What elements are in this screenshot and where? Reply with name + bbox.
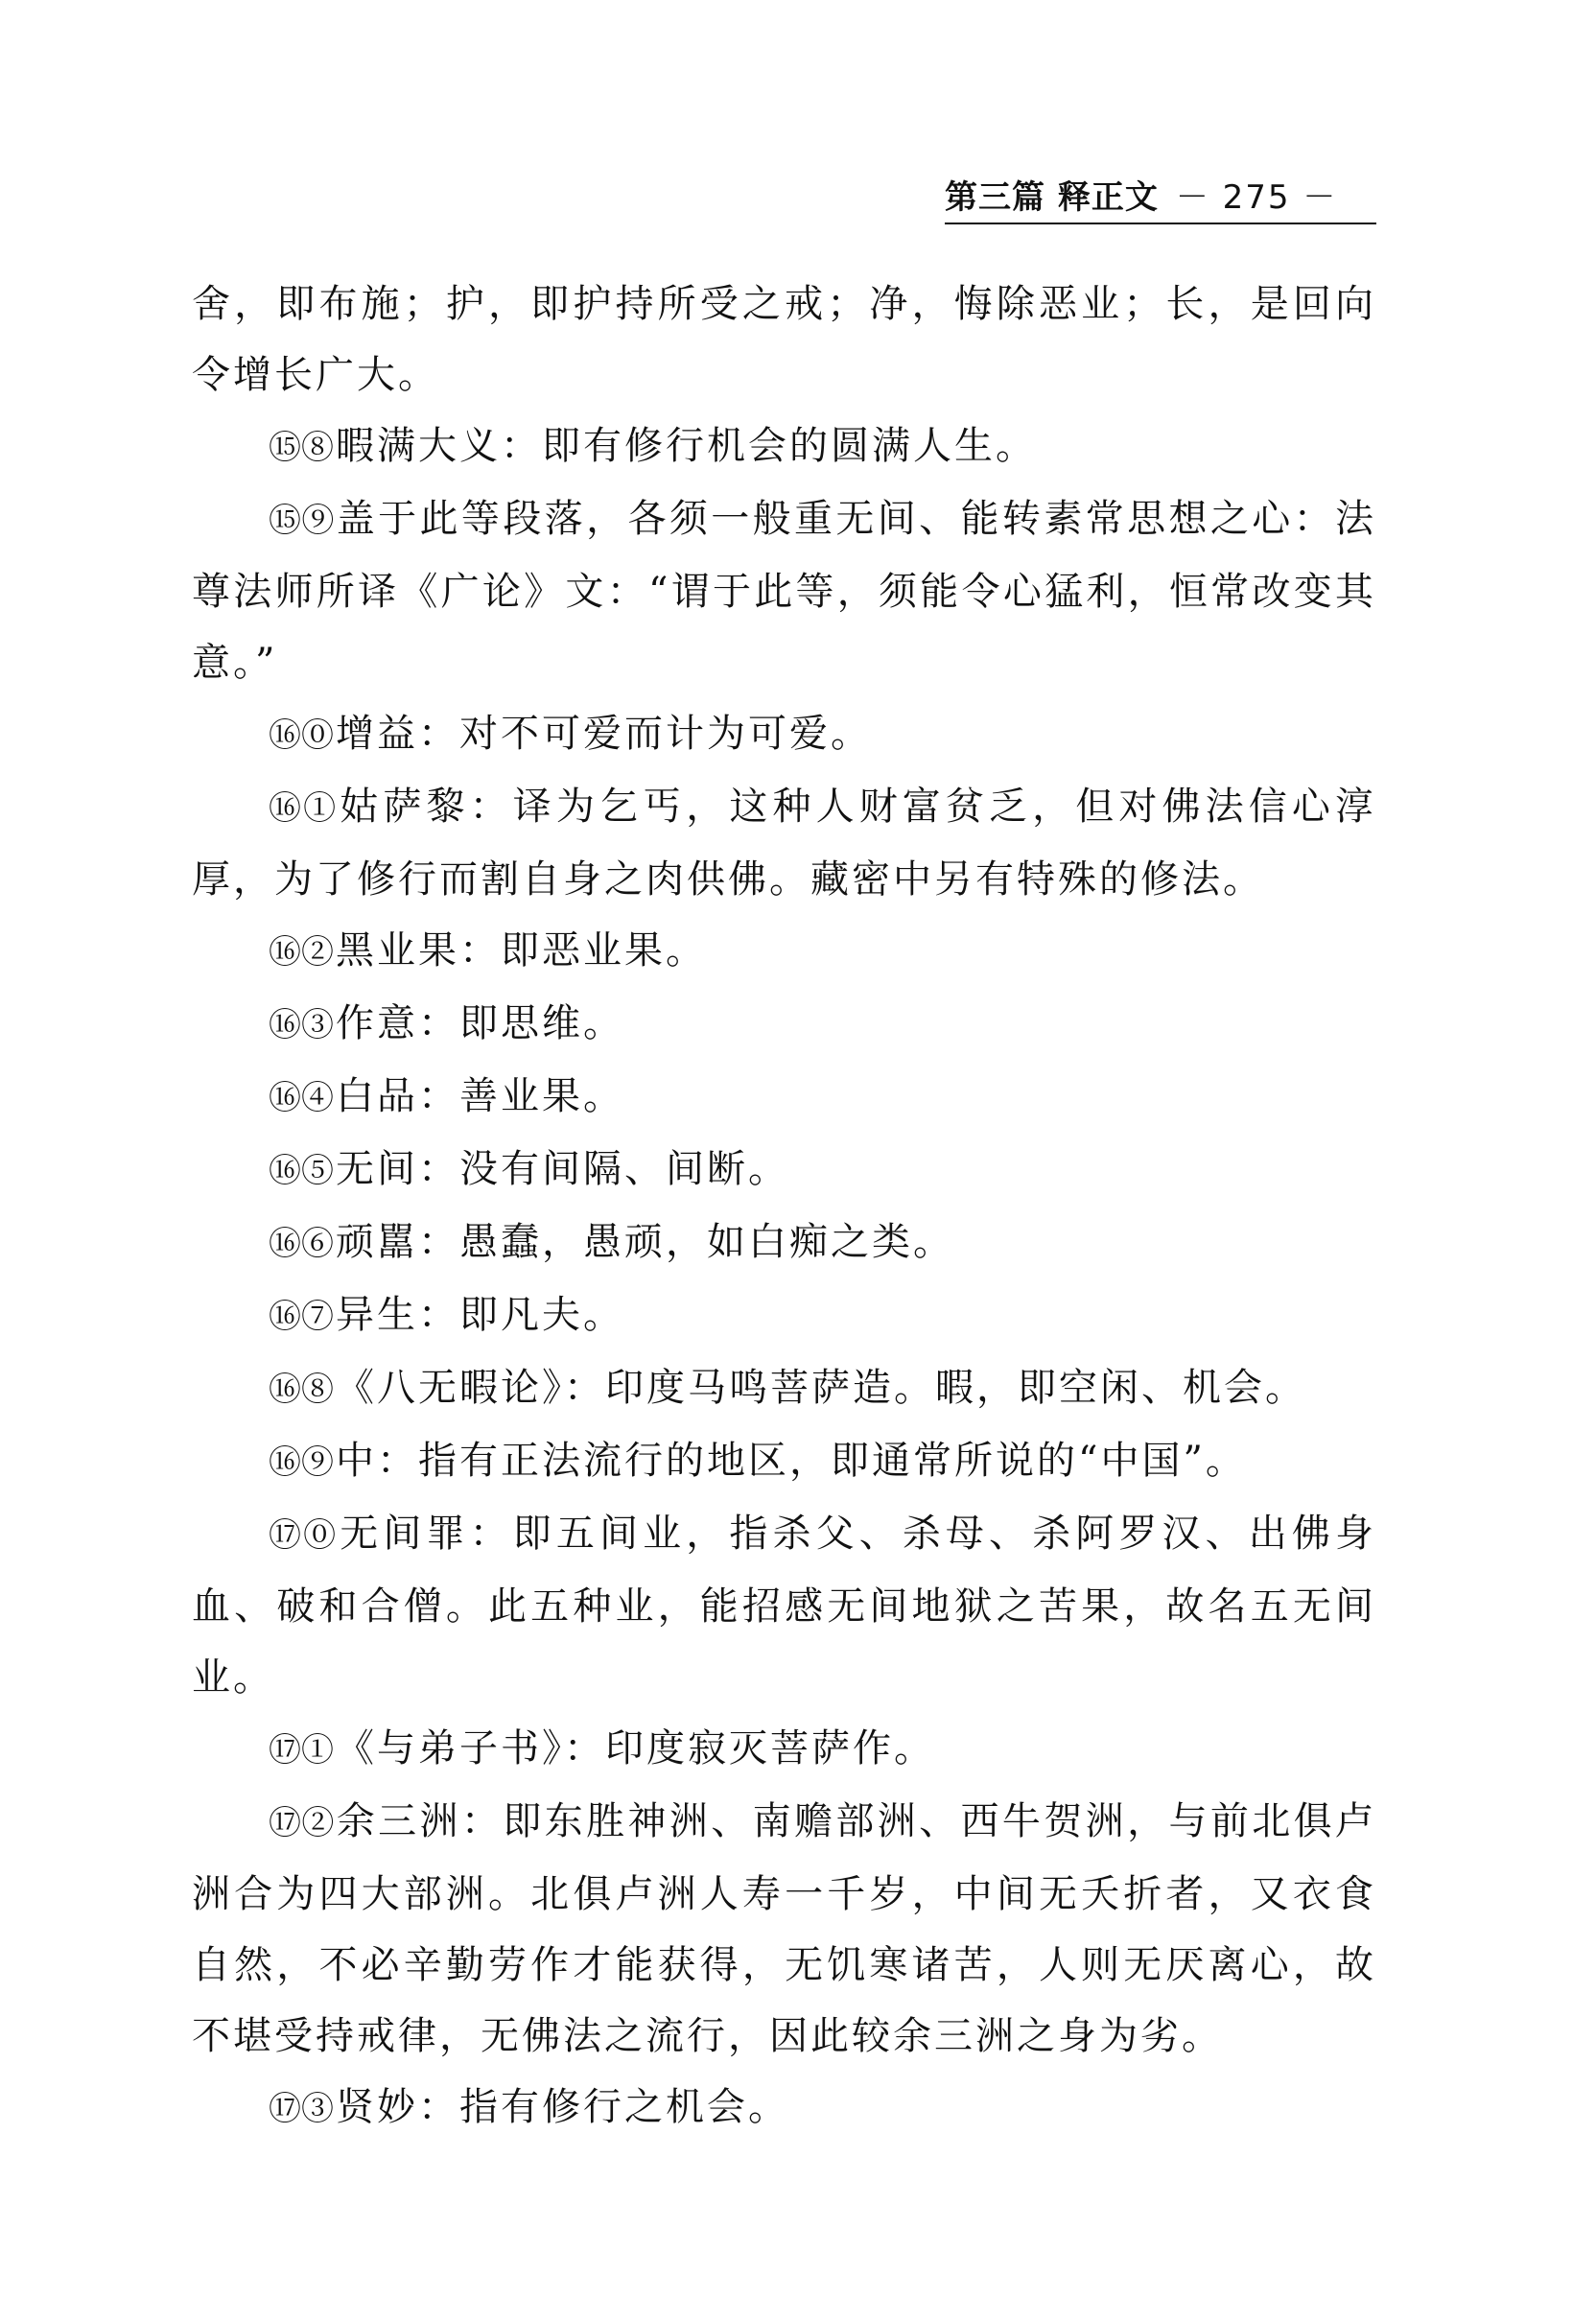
note-paragraph-continued (192, 269, 1376, 410)
note-text: 余三洲：即东胜神洲、南赡部洲、西牛贺洲，与前北俱卢洲合为四大部洲。北俱卢洲人寿一千岁，中间无夭折者，又衣食自然，不必辛勤劳作才能获得，无饥寒诸苦，人则无厌离心，故不堪受持戒律，无佛法之流行，因此较余三洲之身为劣。 (192, 1799, 1377, 2058)
note-171 (192, 1713, 1376, 1786)
note-text: 盖于此等段落，各须一般重无间、能转素常思想之心：法尊法师所译《广论》文：“谓于此等，须能令心猛利，恒常改变其意。” (192, 497, 1377, 685)
note-172 (192, 1786, 1376, 2072)
note-text: 增益：对不可爱而计为可爱。 (336, 712, 872, 756)
note-text: 无间：没有间隔、间断。 (336, 1147, 789, 1191)
note-number: ⑯⑧ (269, 1371, 334, 1409)
note-number: ⑰① (269, 1731, 334, 1770)
note-text: 暇满大义：即有修行机会的圆满人生。 (336, 424, 1037, 468)
note-number: ⑰② (269, 1804, 335, 1842)
note-text: 中：指有正法流行的地区，即通常所说的“中国”。 (336, 1439, 1247, 1483)
note-number: ⑯⑦ (269, 1298, 334, 1336)
note-167 (192, 1279, 1376, 1352)
note-166 (192, 1207, 1376, 1279)
note-number: ⑯③ (269, 1006, 334, 1044)
note-165 (192, 1134, 1376, 1207)
note-170 (192, 1498, 1376, 1713)
note-number: ⑯⑥ (269, 1225, 334, 1263)
note-number: ⑮⑧ (269, 429, 334, 467)
note-text: 黑业果：即恶业果。 (336, 928, 707, 973)
page-number: － 275 － (1175, 178, 1338, 217)
note-text: 《与弟子书》：印度寂灭菩萨作。 (336, 1726, 935, 1770)
note-number: ⑯② (269, 933, 334, 972)
note-161 (192, 771, 1376, 915)
note-164 (192, 1061, 1376, 1134)
note-168 (192, 1352, 1376, 1425)
note-text: 无间罪：即五间业，指杀父、杀母、杀阿罗汉、出佛身血、破和合僧。此五种业，能招感无间地狱之苦果，故名五无间业。 (192, 1512, 1377, 1700)
note-number: ⑰③ (269, 2090, 334, 2128)
note-159 (192, 483, 1376, 698)
note-text: 姑萨黎：译为乞丐，这种人财富贫乏，但对佛法信心淳厚，为了修行而割自身之肉供佛。藏密中另有特殊的修法。 (192, 785, 1377, 902)
note-text: 顽嚚：愚蠢，愚顽，如白痴之类。 (336, 1220, 954, 1264)
note-number: ⑯④ (269, 1079, 334, 1117)
note-162 (192, 915, 1376, 988)
note-169 (192, 1425, 1376, 1498)
note-number: ⑯⑤ (269, 1152, 334, 1190)
note-text: 贤妙：指有修行之机会。 (336, 2085, 789, 2129)
note-number: ⑰⓪ (269, 1516, 339, 1555)
note-text: 舍，即布施；护，即护持所受之戒；净，悔除恶业；长，是回向令增长广大。 (192, 282, 1376, 397)
note-text: 《八无暇论》：印度马鸣菩萨造。暇，即空闲、机会。 (336, 1366, 1306, 1410)
chapter-title: 第三篇 释正文 (945, 178, 1159, 217)
note-number: ⑯⑨ (269, 1443, 334, 1482)
note-number: ⑮⑨ (269, 502, 335, 540)
note-158 (192, 410, 1376, 483)
running-header (945, 173, 1376, 223)
note-163 (192, 988, 1376, 1061)
note-160 (192, 698, 1376, 771)
note-173 (192, 2072, 1376, 2145)
note-text: 异生：即凡夫。 (336, 1293, 624, 1337)
note-number: ⑯⓪ (269, 716, 334, 755)
note-number: ⑯① (269, 789, 339, 828)
body-text (192, 269, 1376, 2145)
note-text: 作意：即思维。 (336, 1001, 624, 1045)
header-rule (945, 223, 1376, 224)
note-text: 白品：善业果。 (336, 1074, 624, 1118)
